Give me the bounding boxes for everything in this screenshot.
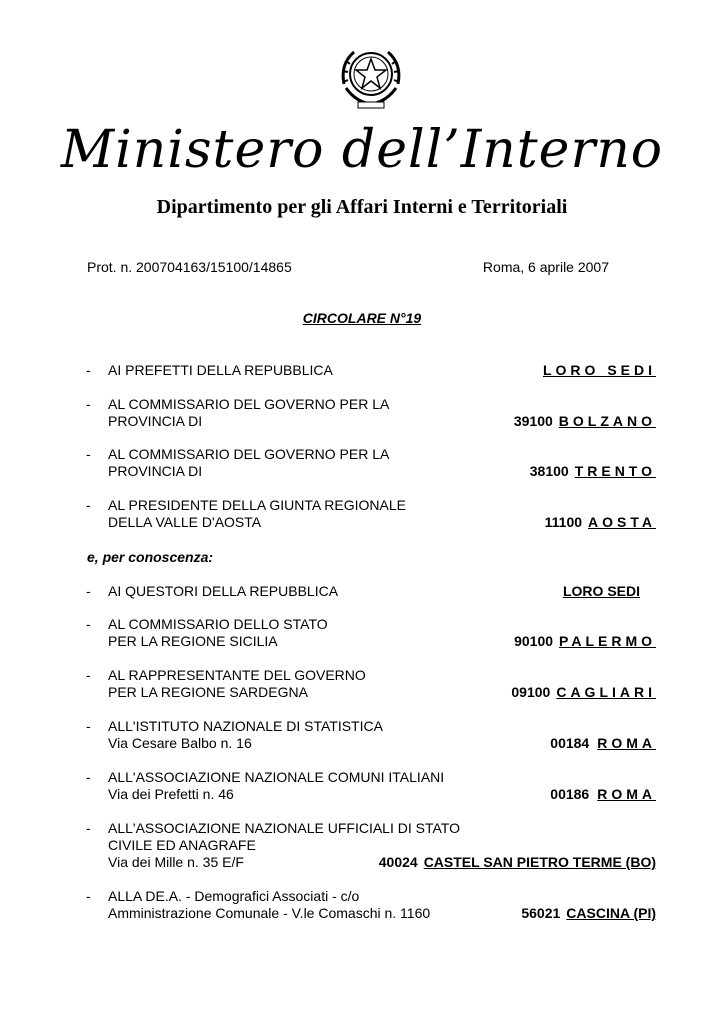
- recipient-item: [86, 820, 656, 871]
- bullet-dash: -: [86, 667, 91, 683]
- bullet-dash: -: [86, 769, 91, 785]
- circular-title: CIRCOLARE N°19: [302, 310, 422, 326]
- recipient-line: PROVINCIA DI: [108, 463, 203, 479]
- recipient-name: AL COMMISSARIO DELLO STATO: [108, 616, 328, 632]
- recipient-line: CIVILE ED ANAGRAFE: [108, 837, 256, 853]
- recipient-name: ALL'ISTITUTO NAZIONALE DI STATISTICA: [108, 718, 383, 734]
- postal-code: 39100: [513, 413, 553, 429]
- recipient-name: ALL'ASSOCIAZIONE NAZIONALE UFFICIALI DI STATO: [108, 820, 460, 836]
- bullet-dash: -: [86, 820, 91, 836]
- postal-code: 56021: [521, 905, 561, 921]
- recipient-item: [86, 362, 656, 379]
- recipient-item: [86, 718, 656, 752]
- postal-code: 09100: [511, 684, 551, 700]
- recipient-line: PER LA REGIONE SARDEGNA: [108, 684, 308, 700]
- recipient-item: [86, 396, 656, 430]
- recipient-name: AL PRESIDENTE DELLA GIUNTA REGIONALE: [108, 497, 406, 513]
- recipient-line: Via Cesare Balbo n. 16: [108, 735, 252, 751]
- postal-code: 38100: [529, 463, 569, 479]
- destination: ROMA: [597, 786, 656, 802]
- destination: CAGLIARI: [556, 684, 656, 700]
- recipient-address: Via dei Mille n. 35 E/F: [108, 854, 244, 870]
- recipient-item: [86, 769, 656, 803]
- recipient-line: Amministrazione Comunale - V.le Comaschi n. 1160: [108, 905, 431, 921]
- destination: TRENTO: [574, 463, 656, 479]
- bullet-dash: -: [86, 888, 91, 904]
- recipient-name: AL COMMISSARIO DEL GOVERNO PER LA: [108, 446, 390, 462]
- destination: CASCINA (PI): [566, 905, 656, 921]
- recipient-item: [86, 616, 656, 650]
- destination: PALERMO: [559, 633, 656, 649]
- republic-emblem-icon: [336, 44, 406, 112]
- bullet-dash: -: [86, 718, 91, 734]
- recipient-line: PROVINCIA DI: [108, 413, 203, 429]
- bullet-dash: -: [86, 396, 91, 412]
- recipient-name: AL RAPPRESENTANTE DEL GOVERNO: [108, 667, 366, 683]
- recipient-line: Via dei Prefetti n. 46: [108, 786, 234, 802]
- department-title: Dipartimento per gli Affari Interni e Territoriali: [156, 196, 568, 218]
- recipient-name: AI QUESTORI DELLA REPUBBLICA: [108, 583, 339, 599]
- destination: BOLZANO: [558, 413, 656, 429]
- bullet-dash: -: [86, 497, 91, 513]
- recipient-item: [86, 446, 656, 480]
- destination: LORO SEDI: [542, 362, 656, 378]
- recipient-item: [86, 888, 656, 922]
- destination: LORO SEDI: [562, 583, 640, 599]
- postal-code: 00186: [550, 786, 590, 802]
- recipient-name: ALLA DE.A. - Demografici Associati - c/o: [108, 888, 360, 904]
- recipient-item: [86, 497, 656, 531]
- postal-code: 40024: [378, 854, 418, 870]
- recipient-item: [86, 583, 656, 600]
- bullet-dash: -: [86, 362, 91, 378]
- recipient-line: DELLA VALLE D'AOSTA: [108, 514, 262, 530]
- bullet-dash: -: [86, 446, 91, 462]
- bullet-dash: -: [86, 616, 91, 632]
- recipient-item: [86, 667, 656, 701]
- ministry-title: Ministero dell’Interno: [60, 120, 664, 180]
- protocol-number: Prot. n. 200704163/15100/14865: [87, 259, 292, 275]
- postal-code: 90100: [514, 633, 554, 649]
- destination: AOSTA: [588, 514, 656, 530]
- recipient-name: AL COMMISSARIO DEL GOVERNO PER LA: [108, 396, 390, 412]
- recipient-line: PER LA REGIONE SICILIA: [108, 633, 278, 649]
- postal-code: 00184: [550, 735, 590, 751]
- per-conoscenza-heading: e, per conoscenza:: [87, 549, 214, 565]
- destination: CASTEL SAN PIETRO TERME (BO): [423, 854, 656, 870]
- recipient-name: ALL'ASSOCIAZIONE NAZIONALE COMUNI ITALIANI: [108, 769, 445, 785]
- postal-code: 11100: [544, 514, 583, 530]
- bullet-dash: -: [86, 583, 91, 599]
- document-date: Roma, 6 aprile 2007: [482, 259, 609, 275]
- destination: ROMA: [597, 735, 656, 751]
- recipient-name: AI PREFETTI DELLA REPUBBLICA: [108, 362, 333, 378]
